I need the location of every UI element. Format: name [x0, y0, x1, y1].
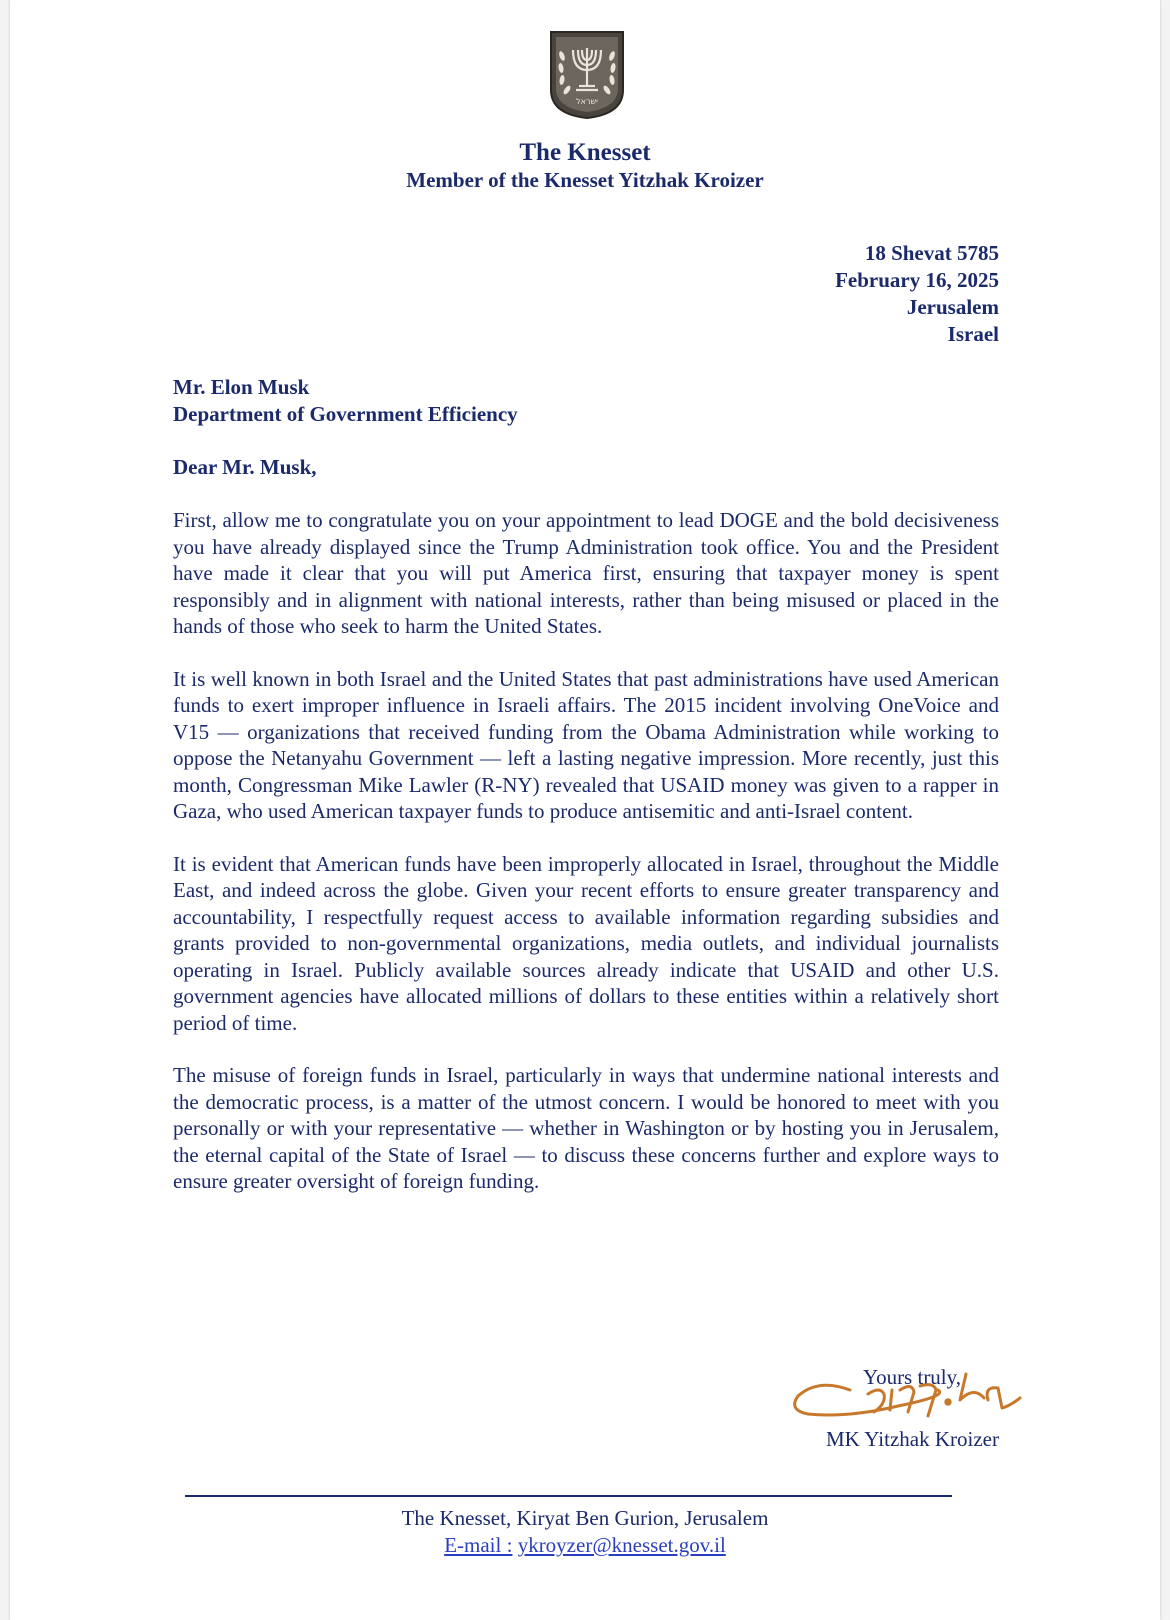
closing: Yours truly, [863, 1365, 962, 1389]
hebrew-date: 18 Shevat 5785 [864, 241, 999, 265]
footer-address: The Knesset, Kiryat Ben Gurion, Jerusalem [401, 1506, 769, 1530]
letterhead-subtitle: Member of the Knesset Yitzhak Kroizer [406, 168, 764, 192]
letter-page [10, 0, 1160, 1620]
letter-body [173, 507, 999, 1221]
salutation: Dear Mr. Musk, [173, 455, 317, 479]
email-label: E-mail : [444, 1533, 513, 1557]
recipient-name: Mr. Elon Musk [173, 375, 310, 399]
email-link[interactable]: ykroyzer@knesset.gov.il [517, 1533, 726, 1557]
date-city: Jerusalem [906, 295, 999, 319]
footer-email-line [10, 1532, 1160, 1558]
signer-name: MK Yitzhak Kroizer [825, 1427, 999, 1451]
body-paragraph: The misuse of foreign funds in Israel, particularly in ways that undermine national interests and the democratic process, is a matter of the utmost concern. I would be honored to meet with you personally or with your representative — whether in Washington or by hosting you in Jerusalem, the eternal capital of the State of Israel — to discuss these concerns further and explore ways to ensure greater oversight of foreign funding. [173, 1063, 999, 1193]
date-block [835, 240, 999, 348]
gregorian-date: February 16, 2025 [835, 268, 999, 292]
handwritten-signature [788, 1360, 1028, 1430]
recipient-department: Department of Government Efficiency [173, 402, 518, 426]
body-paragraph: It is well known in both Israel and the United States that past administrations have used American funds to exert improper influence in Israeli affairs. The 2015 incident involving OneVoice and V15 — organizations that received funding from the Obama Administration while working to oppose the Netanyahu Government — left a lasting negative impression. More recently, just this month, Congressman Mike Lawler (R-NY) revealed that USAID money was given to a rapper in Gaza, who used American taxpayer funds to produce antisemitic and anti-Israel content. [173, 666, 999, 823]
svg-text:ישראל: ישראל [576, 97, 598, 106]
recipient-block [173, 374, 518, 428]
date-country: Israel [947, 322, 999, 346]
body-paragraph: First, allow me to congratulate you on your appointment to lead DOGE and the bold decisiveness you have already displayed since the Trump Administration took office. You and the President have made it clear that you will put America first, ensuring that taxpayer money is spent responsibly and in alignment with national interests, rather than being misused or placed in the hands of those who seek to harm the United States. [173, 508, 999, 638]
footer-divider [185, 1495, 952, 1497]
body-paragraph: It is evident that American funds have been improperly allocated in Israel, throughout the Middle East, and indeed across the globe. Given your recent efforts to ensure greater transparency and accountability, I respectfully request access to available information regarding subsidies and grants provided to non-governmental organizations, media outlets, and individual journalists operating in Israel. Publicly available sources already indicate that USAID and other U.S. government agencies have allocated millions of dollars to these entities within a relatively short period of time. [173, 851, 999, 1035]
letterhead-title: The Knesset [519, 139, 651, 166]
knesset-emblem-icon [547, 28, 627, 120]
